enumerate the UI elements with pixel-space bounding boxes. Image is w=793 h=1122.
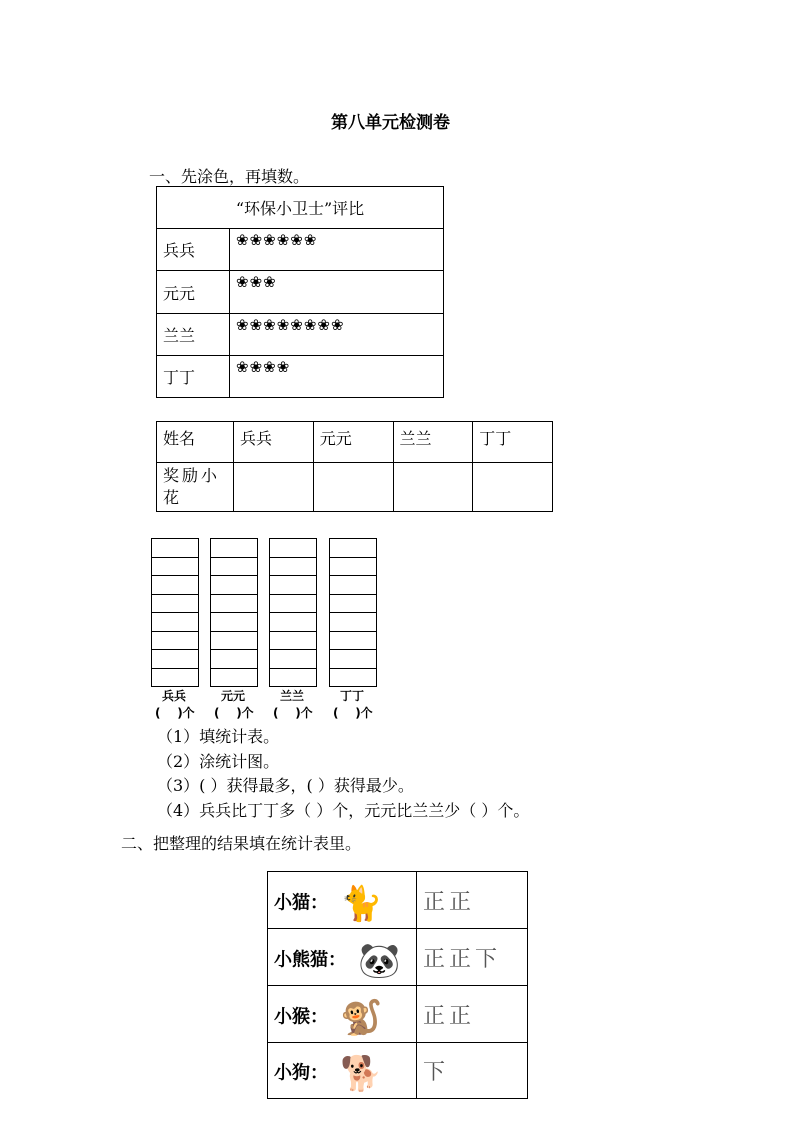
bar-cell[interactable] xyxy=(270,632,316,651)
bar-label: 兵兵 xyxy=(162,689,187,703)
bar-label: 元元 xyxy=(221,689,246,703)
bar-cell[interactable] xyxy=(211,576,257,595)
bar-cell[interactable] xyxy=(152,632,198,651)
tally-marks: 正正 xyxy=(417,986,528,1043)
bar-cell[interactable] xyxy=(330,669,376,687)
rating-name: 兰兰 xyxy=(157,314,230,356)
bar-column[interactable] xyxy=(151,538,199,687)
bar-cell[interactable] xyxy=(211,632,257,651)
bar-cell[interactable] xyxy=(330,613,376,632)
bar-cell[interactable] xyxy=(152,539,198,558)
section2-heading: 二、把整理的结果填在统计表里。 xyxy=(121,834,362,853)
bar-cell[interactable] xyxy=(270,650,316,669)
rating-name: 兵兵 xyxy=(157,229,230,271)
stat-header: 元元 xyxy=(313,422,393,463)
question-1: （1）填统计表。 xyxy=(157,727,280,746)
dog-icon: 🐕 xyxy=(340,1054,383,1094)
bar-count-blank[interactable]: ( )个 xyxy=(273,706,313,720)
animal-label: 小猴： xyxy=(274,1006,328,1028)
tally-marks: 下 xyxy=(417,1043,528,1099)
question-2: （2）涂统计图。 xyxy=(157,752,280,771)
animal-label: 小猫： xyxy=(274,892,328,914)
bar-cell[interactable] xyxy=(152,595,198,614)
bar-cell[interactable] xyxy=(270,539,316,558)
bar-cell[interactable] xyxy=(152,558,198,577)
animal-label: 小熊猫： xyxy=(274,949,346,971)
bar-cell[interactable] xyxy=(330,558,376,577)
question-3: （3）( ）获得最多，( ）获得最少。 xyxy=(157,776,414,795)
bar-cell[interactable] xyxy=(211,558,257,577)
answer-cell[interactable] xyxy=(313,463,393,512)
cat-icon: 🐈 xyxy=(340,884,383,924)
bar-cell[interactable] xyxy=(270,613,316,632)
bar-cell[interactable] xyxy=(270,558,316,577)
stat-header: 兰兰 xyxy=(393,422,473,463)
bar-cell[interactable] xyxy=(211,539,257,558)
panda-icon: 🐼 xyxy=(358,941,401,981)
stat-header: 姓名 xyxy=(157,422,234,463)
tally-marks: 正正 xyxy=(417,872,528,929)
bar-label: 兰兰 xyxy=(280,689,305,703)
monkey-icon: 🐒 xyxy=(340,998,383,1038)
bar-cell[interactable] xyxy=(270,669,316,687)
bar-cell[interactable] xyxy=(330,595,376,614)
bar-count-blank[interactable]: ( )个 xyxy=(333,706,373,720)
section1-heading: 一、先涂色，再填数。 xyxy=(149,167,310,186)
stat-header: 兵兵 xyxy=(234,422,314,463)
answer-cell[interactable] xyxy=(234,463,314,512)
bar-column[interactable] xyxy=(329,538,377,687)
bar-cell[interactable] xyxy=(330,576,376,595)
flower-icons: ❀❀❀❀❀❀❀❀ xyxy=(230,314,444,356)
bar-cell[interactable] xyxy=(270,595,316,614)
bar-cell[interactable] xyxy=(330,650,376,669)
answer-cell[interactable] xyxy=(393,463,473,512)
bar-cell[interactable] xyxy=(152,576,198,595)
flower-icons: ❀❀❀❀ xyxy=(230,356,444,398)
bar-cell[interactable] xyxy=(270,576,316,595)
rating-table xyxy=(156,186,444,398)
bar-count-blank[interactable]: ( )个 xyxy=(214,706,254,720)
bar-cell[interactable] xyxy=(211,595,257,614)
bar-cell[interactable] xyxy=(211,613,257,632)
bar-column[interactable] xyxy=(210,538,258,687)
tally-table xyxy=(267,871,528,1099)
stat-row-label: 奖励小花 xyxy=(157,463,234,512)
bar-cell[interactable] xyxy=(152,650,198,669)
stat-table xyxy=(156,421,553,512)
bar-cell[interactable] xyxy=(152,613,198,632)
bar-cell[interactable] xyxy=(211,669,257,687)
rating-table-title: “环保小卫士”评比 xyxy=(157,187,444,229)
bar-count-blank[interactable]: ( )个 xyxy=(155,706,195,720)
question-4: （4）兵兵比丁丁多（ ）个，元元比兰兰少（ ）个。 xyxy=(157,801,530,820)
bar-cell[interactable] xyxy=(152,669,198,687)
flower-icons: ❀❀❀ xyxy=(230,271,444,314)
flower-icons: ❀❀❀❀❀❀ xyxy=(230,229,444,271)
animal-label: 小狗： xyxy=(274,1062,328,1084)
bar-column[interactable] xyxy=(269,538,317,687)
bar-cell[interactable] xyxy=(330,632,376,651)
answer-cell[interactable] xyxy=(473,463,553,512)
rating-name: 元元 xyxy=(157,271,230,314)
rating-name: 丁丁 xyxy=(157,356,230,398)
stat-header: 丁丁 xyxy=(473,422,553,463)
bar-cell[interactable] xyxy=(211,650,257,669)
bar-label: 丁丁 xyxy=(340,689,365,703)
bar-cell[interactable] xyxy=(330,539,376,558)
tally-marks: 正正下 xyxy=(417,929,528,986)
page-title: 第八单元检测卷 xyxy=(331,113,450,133)
